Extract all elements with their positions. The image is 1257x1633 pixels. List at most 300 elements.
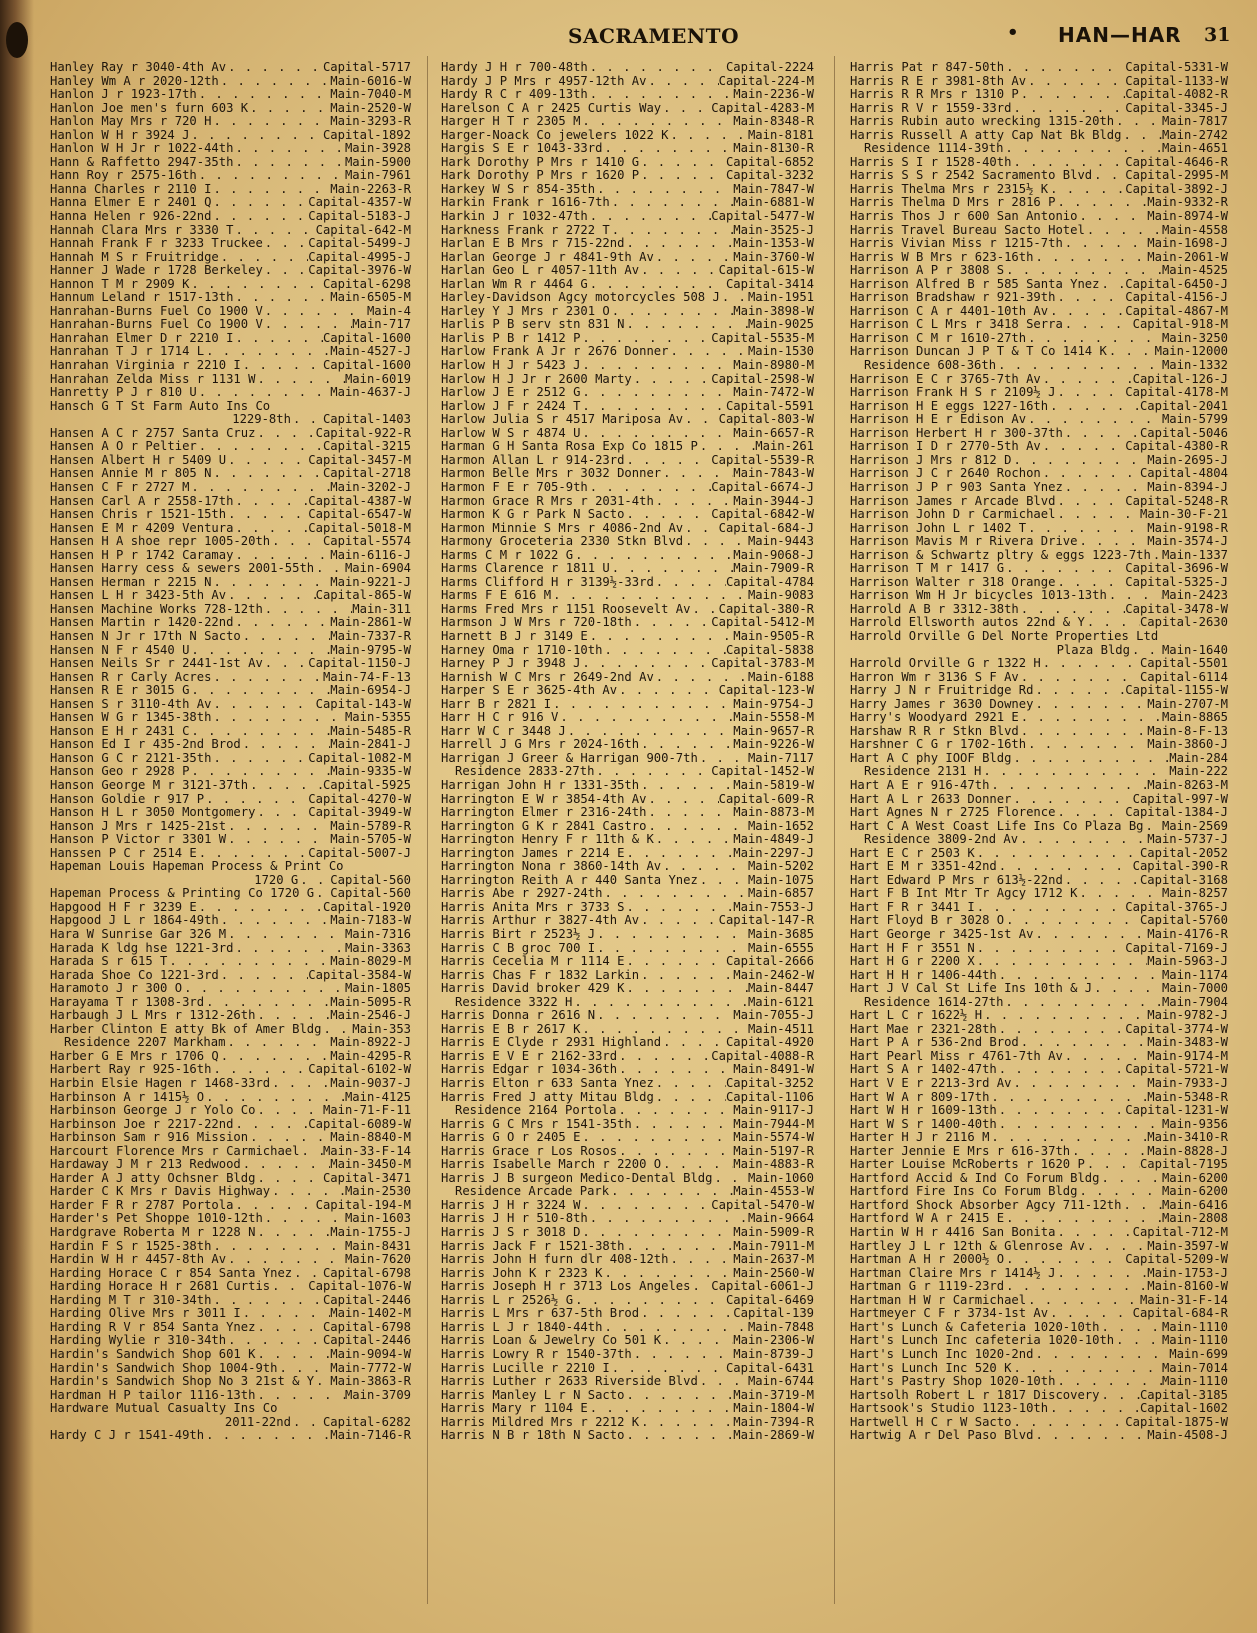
listing-phone: Main-1755-J: [330, 1226, 411, 1240]
listing-name: Harley Y J Mrs r 2301 O: [441, 304, 610, 318]
leader-dots: [241, 359, 323, 373]
listing-phone: Capital-5248-R: [1125, 494, 1228, 508]
leader-dots: [211, 698, 315, 712]
listing-row: [850, 1253, 1228, 1267]
listing-name: Hanlon W H r 3924 J: [50, 128, 190, 142]
leader-dots: [1004, 914, 1140, 928]
leader-dots: [241, 1307, 331, 1321]
listing-row: [850, 928, 1228, 942]
listing-name: Harlow H J Jr r 2600 Marty: [441, 372, 632, 386]
leader-dots: [1055, 1267, 1147, 1281]
listing-phone: Main-8922-J: [330, 1036, 411, 1050]
leader-dots: [661, 102, 711, 116]
leader-dots: [204, 996, 330, 1010]
listing-name: Harms Clifford H r 3139½-33rd: [441, 575, 654, 589]
listing-name: Harris J H r 510-8th: [441, 1212, 588, 1226]
listing-name: Hartley J L r 12th & Glenrose Av: [850, 1239, 1085, 1253]
listing-phone: Main-5799: [1161, 413, 1228, 427]
listing-name: Hanretty P J r 810 U: [50, 386, 197, 400]
listing-row: [50, 644, 411, 658]
listing-row: [850, 1375, 1228, 1389]
leader-dots: [255, 1348, 330, 1362]
listing-phone: Capital-5412-M: [711, 616, 814, 630]
listing-phone: Main-9221-J: [330, 575, 411, 589]
listing-address: 1720 G: [254, 873, 299, 887]
listing-phone: Main-311: [352, 602, 411, 616]
listing-name: Hanlon May Mrs r 720 H: [50, 115, 212, 129]
listing-row: [50, 1077, 411, 1091]
listing-name: Harris E V E r 2162-33rd: [441, 1049, 618, 1063]
column-divider: [834, 56, 835, 1604]
listing-row: [50, 427, 411, 441]
leader-dots: [291, 413, 323, 427]
listing-row: [850, 1023, 1228, 1037]
leader-dots: [654, 671, 748, 685]
leader-dots: [204, 345, 330, 359]
listing-row: [441, 982, 814, 996]
listing-name: Hanner J Wade r 1728 Berkeley: [50, 264, 263, 278]
listing-phone: Main-9505-R: [733, 629, 814, 643]
listing-name: Harms F E 616 M: [441, 589, 552, 603]
leader-dots: [639, 969, 733, 983]
listing-row: [441, 373, 814, 387]
listing-name: Hartford W A r 2415 E: [850, 1212, 1005, 1226]
listing-phone: Main-3574-J: [1147, 535, 1228, 549]
listing-row: [850, 711, 1228, 725]
listing-row: [850, 1389, 1228, 1403]
listing-name: Hanna Elmer E r 2401 Q: [50, 196, 212, 210]
listing-name: Hanrahan T J r 1714 L: [50, 345, 205, 359]
listing-name: Hart A L r 2633 Donner: [850, 792, 1012, 806]
listing-row: [850, 1063, 1228, 1077]
listing-name: Hansen H A shoe repr 1005-20th: [50, 535, 271, 549]
leader-dots: [588, 278, 726, 292]
city-title: SACRAMENTO: [568, 24, 739, 48]
leader-dots: [661, 1158, 733, 1172]
listing-row: [441, 1348, 814, 1362]
listing-phone: Main-7847-W: [733, 182, 814, 196]
leader-dots: [609, 1185, 733, 1199]
listing-name: Hansen Martin r 1420-22nd: [50, 616, 234, 630]
listing-phone: Main-9198-R: [1147, 521, 1228, 535]
listing-name: Hart Edward P Mrs r 613½-22nd: [850, 873, 1063, 887]
listing-phone: Main-6416: [1161, 1198, 1228, 1212]
listing-name: Harrison John D r Carmichael: [850, 508, 1056, 522]
listing-phone: Main-8739-J: [733, 1347, 814, 1361]
listing-row: [850, 1321, 1228, 1335]
listing-name: Harris Elton r 633 Santa Ynez: [441, 1077, 654, 1091]
listing-row: [50, 156, 411, 170]
listing-row: [441, 210, 814, 224]
listing-name: Harder C K Mrs r Davis Highway: [50, 1185, 271, 1199]
leader-dots: [219, 969, 309, 983]
listing-name: Harris L r 2526½ G: [441, 1293, 574, 1307]
listing-row: [441, 671, 814, 685]
listing-row: [441, 942, 814, 956]
listing-row: [50, 481, 411, 495]
listing-name: Hansen Harry cess & sewers 2001-55th: [50, 562, 315, 576]
listing-name: Harris Grace r Los Rosos: [441, 1144, 618, 1158]
listing-row: [441, 806, 814, 820]
listing-row: [441, 576, 814, 590]
listing-row: [850, 1091, 1228, 1105]
listing-name: Harris Manley L r N Sacto: [441, 1388, 625, 1402]
listing-name: Residence 2164 Portola: [455, 1104, 617, 1118]
listing-name: Harris John H furn dlr 408-12th: [441, 1253, 669, 1267]
leader-dots: [270, 1280, 308, 1294]
listing-name: Harlan Geo L r 4057-11th Av: [441, 264, 640, 278]
listing-row: [850, 1362, 1228, 1376]
listing-name: Harrigan J Greer & Harrigan 900-7th: [441, 751, 698, 765]
leader-dots: [233, 522, 308, 536]
listing-phone: Main-5789-R: [330, 819, 411, 833]
listing-phone: Main-4651: [1161, 142, 1228, 156]
leader-dots: [211, 115, 330, 129]
listing-name: Harkey W S r 854-35th: [441, 182, 596, 196]
listing-row: [850, 996, 1228, 1010]
listing-name: Hansen S r 3110-4th Av: [50, 697, 212, 711]
listing-phone: Main-7620: [344, 1253, 411, 1267]
listing-row: [850, 1077, 1228, 1091]
listing-name: Harrison J P r 903 Santa Ynez: [850, 480, 1063, 494]
leader-dots: [646, 820, 748, 834]
listing-row: [441, 102, 814, 116]
leader-dots: [698, 874, 748, 888]
listing-name: Harris Vivian Miss r 1215-7th: [850, 237, 1063, 251]
listing-name: Harayama T r 1308-3rd: [50, 995, 205, 1009]
listing-phone: Main-6857: [747, 887, 814, 901]
listing-row: [50, 1036, 411, 1050]
listing-row: [850, 413, 1228, 427]
listing-row: [50, 914, 411, 928]
listing-phone: Capital-3478-W: [1125, 602, 1228, 616]
listing-phone: Main-9782-J: [1147, 1009, 1228, 1023]
listing-row: [850, 847, 1228, 861]
listing-name: Harris Isabelle March r 2200 O: [441, 1158, 662, 1172]
listing-phone: Capital-4920: [725, 1036, 814, 1050]
leader-dots: [211, 467, 323, 481]
leader-dots: [588, 481, 712, 495]
leader-dots: [1048, 183, 1125, 197]
listing-phone: Main-9335-W: [330, 765, 411, 779]
listing-row: [850, 1307, 1228, 1321]
leader-dots: [661, 467, 733, 481]
listing-name: Harris N B r 18th N Sacto: [441, 1429, 625, 1443]
listing-name: Hanson Geo r 2928 P: [50, 765, 190, 779]
listing-phone: Main-3685: [747, 928, 814, 941]
listing-name: Harrington Elmer r 2316-24th: [441, 806, 647, 820]
listing-name: Harbinson A r 1415½ O: [50, 1090, 205, 1104]
listing-phone: Main-1951: [747, 291, 814, 305]
listing-name: Harber Clinton E atty Bk of Amer Bldg: [50, 1022, 322, 1036]
leader-dots: [226, 1253, 345, 1267]
listing-phone: Capital-865-W: [315, 589, 411, 603]
listing-name: Harris Donna r 2616 N: [441, 1009, 596, 1023]
listing-name: Hanley Wm A r 2020-12th: [50, 74, 219, 88]
page-binding-edge: [0, 0, 34, 1633]
listing-row: [441, 1212, 814, 1226]
listing-phone: Main-5819-W: [733, 778, 814, 792]
listing-row: [850, 1402, 1228, 1416]
leader-dots: [1004, 1212, 1162, 1226]
listing-phone: Main-7904: [1161, 995, 1228, 1009]
listing-name: Harrison Frank H S r 2109½ J: [850, 386, 1056, 400]
listing-phone: Capital-3232: [725, 169, 814, 183]
leader-dots: [263, 1212, 345, 1226]
listing-name: Harbinson Joe r 2217-22nd: [50, 1117, 234, 1131]
leader-dots: [277, 1362, 330, 1376]
listing-name: Harmon Belle Mrs r 3032 Donner: [441, 467, 662, 481]
listing-name: Harbaugh J L Mrs r 1312-26th: [50, 1009, 256, 1023]
leader-dots: [610, 1362, 726, 1376]
leader-dots: [226, 454, 308, 468]
listing-phone: Main-7553-J: [733, 900, 814, 914]
listing-row: [441, 1131, 814, 1145]
listing-phone: Capital-2995-M: [1125, 169, 1228, 183]
listing-address: 2011-22nd: [224, 1415, 291, 1429]
listing-name: Harris Cecelia M r 1114 E: [441, 955, 625, 969]
listing-name: Harris L Mrs r 637-5th Brod: [441, 1307, 640, 1321]
listing-row: [850, 508, 1228, 522]
listing-row: [50, 1158, 411, 1172]
listing-phone: Main-8447: [747, 982, 814, 996]
leader-dots: [233, 942, 345, 956]
leader-dots: [1070, 1145, 1147, 1159]
leader-dots: [233, 549, 330, 563]
listing-name: Harrison & Schwartz pltry & eggs 1223-7th: [850, 548, 1151, 562]
listing-row: [850, 278, 1228, 292]
listing-phone: Main-5909-R: [733, 1226, 814, 1240]
listing-name: Hart H F r 3551 N: [850, 941, 975, 955]
listing-phone: Main-7394-R: [733, 1415, 814, 1429]
listing-name: Harmony Groceteria 2330 Stkn Blvd: [441, 535, 684, 549]
leader-dots: [270, 535, 323, 549]
listing-phone: Main-8130-R: [733, 142, 814, 156]
leader-dots: [197, 440, 323, 454]
listing-row: [441, 684, 814, 698]
listing-row: [850, 589, 1228, 603]
leader-dots: [639, 779, 733, 793]
leader-dots: [997, 1118, 1162, 1132]
leader-dots: [263, 603, 353, 617]
listing-row: [50, 1429, 411, 1443]
listing-name: Harris S I r 1528-40th: [850, 155, 1012, 169]
listing-name: Residence 3809-2nd Av: [864, 833, 1019, 847]
listing-row: [441, 88, 814, 102]
listing-phone: Capital-4387-W: [308, 494, 411, 508]
listing-name: Hart W H r 1609-13th: [850, 1104, 997, 1118]
listing-name: Hansen C F r 2727 M: [50, 480, 190, 494]
leader-dots: [1033, 928, 1147, 942]
leader-dots: [219, 1050, 331, 1064]
listing-name: Hart Floyd B r 3028 O: [850, 914, 1005, 928]
leader-dots: [690, 1280, 711, 1294]
leader-dots: [975, 847, 1140, 861]
listing-name: Hanson E H r 2431 C: [50, 724, 190, 738]
listing-row: [850, 630, 1228, 644]
listing-name: Harlis P B serv stn 831 N: [441, 318, 625, 332]
listing-phone: Main-6016-W: [330, 74, 411, 88]
listing-name: Harrold Orville G r 1322 H: [850, 657, 1041, 671]
listing-row: [850, 129, 1228, 143]
leader-dots: [572, 996, 748, 1010]
listing-phone: Capital-642-M: [315, 223, 411, 237]
listing-phone: Main-12000: [1154, 345, 1228, 359]
listing-name: Hanson Ed I r 435-2nd Brod: [50, 738, 241, 752]
leader-dots: [1033, 1348, 1169, 1362]
listing-name: Harrison J C r 2640 Rochon: [850, 467, 1041, 481]
leader-dots: [551, 589, 748, 603]
listing-name: Harris Rubin auto wrecking 1315-20th: [850, 115, 1115, 129]
listing-phone: Main-6200: [1161, 1171, 1228, 1185]
listing-row: [850, 793, 1228, 807]
listing-phone: Capital-123-W: [718, 684, 814, 698]
listing-name: Hansen Albert H r 5409 U: [50, 453, 227, 467]
listing-name: Harrison Bradshaw r 921-39th: [850, 291, 1056, 305]
leader-dots: [263, 305, 367, 319]
leader-dots: [263, 264, 308, 278]
leader-dots: [255, 373, 345, 387]
leader-dots: [1011, 793, 1132, 807]
listing-name: Harney Oma r 1710-10th: [441, 643, 603, 657]
listing-name: Hart F R r 3441 I: [850, 900, 975, 914]
listing-row: [441, 1253, 814, 1267]
listing-row: [50, 1050, 411, 1064]
leader-dots: [211, 196, 308, 210]
listing-name: Hansen H P r 1742 Caramay: [50, 548, 234, 562]
listing-row: [850, 359, 1228, 373]
listing-phone: Capital-3414: [725, 277, 814, 291]
listing-phone: Main-9754-J: [733, 697, 814, 711]
listing-name: Harelson C A r 2425 Curtis Way: [441, 101, 662, 115]
listing-row: [441, 278, 814, 292]
leader-dots: [997, 860, 1133, 874]
listing-row: [441, 115, 814, 129]
listing-row: [50, 224, 411, 238]
listing-name: Harron Wm r 3136 S F Av: [850, 670, 1019, 684]
listing-name: Harris E B r 2617 K: [441, 1022, 581, 1036]
listing-name: Harris Fred J atty Mitau Bldg: [441, 1090, 654, 1104]
listing-phone: Main-9356: [1161, 1117, 1228, 1131]
leader-dots: [624, 237, 733, 251]
listing-name: Harmon K G r Park N Sacto: [441, 508, 625, 522]
listing-name: Hart's Lunch Inc cafeteria 1020-10th: [850, 1334, 1115, 1348]
leader-dots: [982, 1009, 1147, 1023]
leader-dots: [1151, 549, 1162, 563]
listing-row: [441, 1009, 814, 1023]
listing-row: [441, 129, 814, 143]
leader-dots: [975, 901, 1126, 915]
listing-phone: Capital-5760: [1139, 914, 1228, 928]
listing-row: [850, 1226, 1228, 1240]
listing-row: [50, 88, 411, 102]
listing-phone: Capital-6674-J: [711, 480, 814, 494]
listing-row: [50, 684, 411, 698]
listing-row: [850, 576, 1228, 590]
listing-name: Harrison H E r Edison Av: [850, 413, 1027, 427]
leader-dots: [683, 535, 748, 549]
leader-dots: [1048, 1402, 1140, 1416]
leader-dots: [624, 1429, 733, 1443]
listing-row: [50, 373, 411, 387]
leader-dots: [1033, 251, 1147, 265]
listing-phone: Main-7933-J: [1147, 1077, 1228, 1091]
leader-dots: [610, 224, 734, 238]
listing-row: [850, 1145, 1228, 1159]
listing-name: Hart S A r 1402-47th: [850, 1063, 997, 1077]
listing-row: [50, 522, 411, 536]
listing-row: [850, 454, 1228, 468]
listing-phone: Capital-1231-W: [1125, 1104, 1228, 1118]
listing-row: [441, 332, 814, 346]
leader-dots: [255, 1389, 345, 1403]
listing-row: [50, 549, 411, 563]
listing-name: Harr H C r 916 V: [441, 711, 559, 725]
leader-dots: [1026, 522, 1147, 536]
listing-name: Harrison Mavis M r Rivera Drive: [850, 535, 1078, 549]
listing-name: Harris R E r 3981-8th Av: [850, 74, 1027, 88]
listing-name: Hartford Fire Ins Co Forum Bldg: [850, 1185, 1078, 1199]
listing-name: Harrell J G Mrs r 2024-16th: [441, 738, 640, 752]
listing-row: [850, 765, 1228, 779]
listing-row: [850, 210, 1228, 224]
listing-phone: Main-2520-W: [330, 101, 411, 115]
listing-phone: Capital-224-M: [718, 74, 814, 88]
listing-row: [850, 264, 1228, 278]
leader-dots: [1063, 318, 1133, 332]
listing-phone: Main-261: [755, 440, 814, 454]
listing-row: [50, 495, 411, 509]
listing-row: [441, 752, 814, 766]
listing-phone: Main-1060: [747, 1171, 814, 1185]
listing-phone: Main-8-F-13: [1147, 724, 1228, 738]
leader-dots: [1048, 1307, 1132, 1321]
listing-phone: Capital-1920: [322, 900, 411, 914]
leader-dots: [1092, 169, 1125, 183]
leader-dots: [713, 1172, 748, 1186]
leader-dots: [204, 1429, 330, 1443]
listing-row: [50, 1131, 411, 1145]
listing-phone: Main-1603: [344, 1212, 411, 1226]
listing-name: Hartsolh Robert L r 1817 Discovery: [850, 1388, 1100, 1402]
listing-phone: Capital-6547-W: [308, 508, 411, 522]
listing-phone: Main-6019: [344, 372, 411, 386]
listing-row: [850, 522, 1228, 536]
listing-row: [50, 1104, 411, 1118]
listing-name: Harshaw R R r Stkn Blvd: [850, 724, 1019, 738]
listing-name: Hanrahan Virginia r 2210 I: [50, 359, 241, 373]
listing-name: Harrison T M r 1417 G: [850, 562, 1005, 576]
listing-phone: Main-1530: [747, 345, 814, 359]
listing-name: Harrison H E eggs 1227-16th: [850, 399, 1049, 413]
listing-row: [850, 1267, 1228, 1281]
listing-phone: Main-7117: [747, 751, 814, 765]
leader-dots: [1114, 115, 1162, 129]
listing-row: [850, 1280, 1228, 1294]
listing-row: [850, 901, 1228, 915]
listing-name: Harkness Frank r 2722 T: [441, 223, 610, 237]
listing-row: [441, 765, 814, 779]
listing-phone: Main-3944-J: [733, 494, 814, 508]
listing-phone: Main-5202: [747, 860, 814, 874]
listing-name: Hart's Pastry Shop 1020-10th: [850, 1375, 1056, 1389]
listing-phone: Main-1652: [747, 819, 814, 833]
leader-dots: [1026, 75, 1125, 89]
listing-name: Harris G O r 2405 E: [441, 1131, 581, 1145]
listing-name: Hardy J H r 700-48th: [441, 61, 588, 74]
listing-phone: Capital-6842-W: [711, 508, 814, 522]
listing-row: [50, 982, 411, 996]
